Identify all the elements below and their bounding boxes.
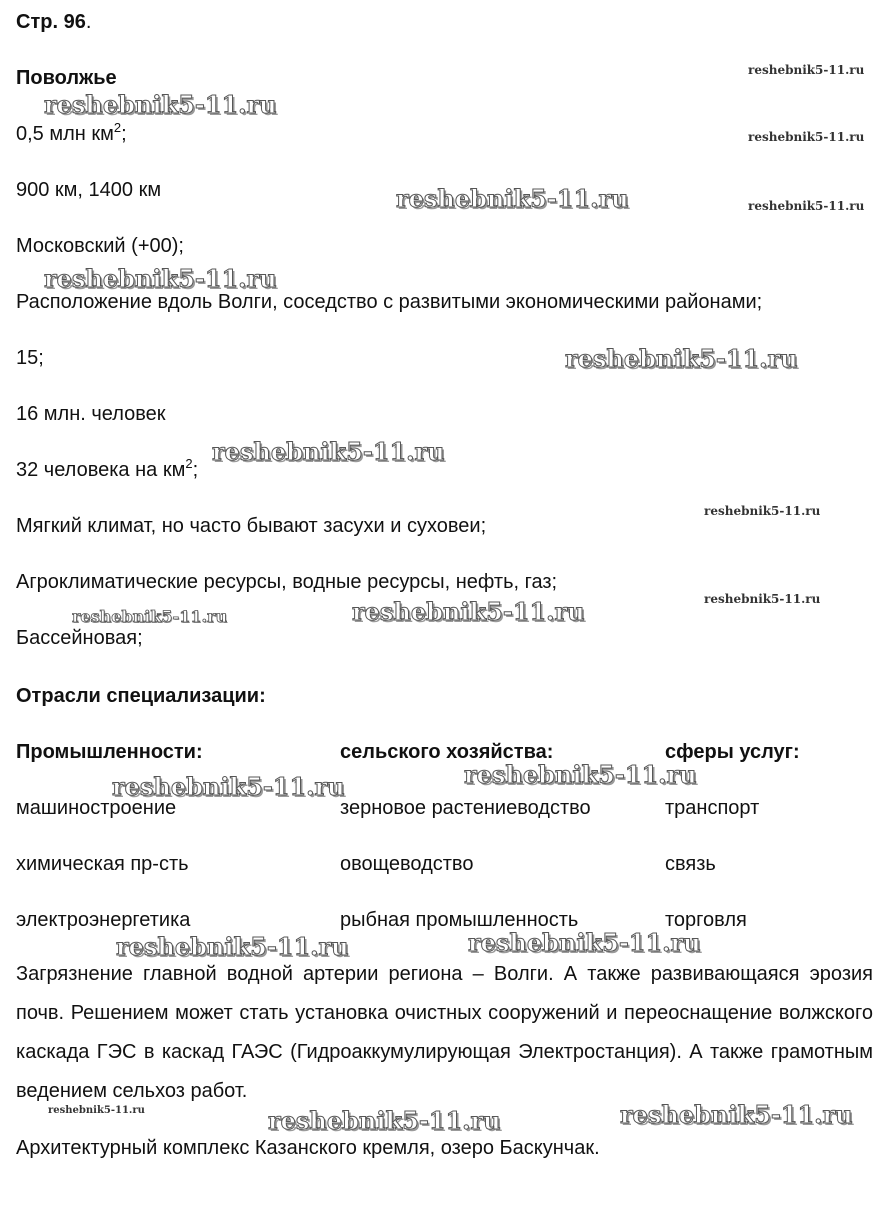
spec-item: электроэнергетика: [16, 909, 191, 931]
region-extent: 900 км, 1400 км: [16, 179, 162, 201]
spec-col-services-header: сферы услуг:: [665, 741, 800, 763]
region-density-sup: 2: [185, 456, 193, 471]
watermark: reshebnik5-11.ru: [748, 130, 865, 144]
spec-item: связь: [665, 853, 716, 875]
region-area-value: 0,5 млн км: [16, 123, 114, 145]
problems-paragraph: [16, 955, 873, 1111]
watermark: reshebnik5-11.ru: [704, 504, 821, 518]
spec-item: овощеводство: [340, 853, 474, 875]
watermark: reshebnik5-11.ru: [212, 437, 445, 466]
region-density-value: 32 человека на км: [16, 459, 186, 481]
region-population: 16 млн. человек: [16, 403, 166, 425]
watermark: reshebnik5-11.ru: [468, 928, 701, 957]
watermark: reshebnik5-11.ru: [352, 597, 585, 626]
region-area-end: ;: [121, 123, 127, 145]
region-climate: Мягкий климат, но часто бывают засухи и суховеи;: [16, 515, 487, 537]
attractions-text: Архитектурный комплекс Казанского кремля, озеро Баскунчак.: [16, 1137, 600, 1159]
region-title: Поволжье: [16, 67, 117, 89]
watermark: reshebnik5-11.ru: [44, 264, 277, 293]
page-label: [16, 10, 91, 34]
watermark: reshebnik5-11.ru: [704, 592, 821, 606]
watermark: reshebnik5-11.ru: [748, 63, 865, 77]
watermark: reshebnik5-11.ru: [48, 1105, 145, 1116]
watermark: reshebnik5-11.ru: [268, 1106, 501, 1135]
problems-text: Загрязнение главной водной артерии региона – Волги. А также развивающаяся эрозия почв. Решением может стать установка очистных сооружений и переоснащение волжского каскада ГЭС в каскад ГАЭС (Гидроаккумулирующая Электростанция). А также грамотным ведением сельхоз работ.: [16, 963, 873, 1102]
watermark: reshebnik5-11.ru: [464, 760, 697, 789]
region-density-end: ;: [192, 459, 199, 481]
watermark: reshebnik5-11.ru: [44, 90, 277, 119]
spec-item: машиностроение: [16, 797, 177, 819]
spec-col-agriculture-header: сельского хозяйства:: [340, 741, 554, 763]
watermark: reshebnik5-11.ru: [116, 932, 349, 961]
spec-item: рыбная промышленность: [340, 909, 579, 931]
watermark: reshebnik5-11.ru: [620, 1100, 853, 1129]
region-settlement: Бассейновая;: [16, 627, 143, 649]
watermark: reshebnik5-11.ru: [72, 607, 228, 626]
spec-item: торговля: [665, 909, 747, 931]
spec-col-industry-header: Промышленности:: [16, 741, 203, 763]
page-label-text: Стр. 96: [16, 11, 86, 33]
region-position: Расположение вдоль Волги, соседство с развитыми экономическими районами;: [16, 291, 763, 313]
watermark: reshebnik5-11.ru: [748, 199, 865, 213]
spec-item: зерновое растениеводство: [340, 797, 591, 819]
region-resources: Агроклиматические ресурсы, водные ресурсы, нефть, газ;: [16, 571, 558, 593]
region-time-zone: Московский (+00);: [16, 235, 184, 257]
region-area: [16, 122, 127, 146]
spec-item: транспорт: [665, 797, 760, 819]
watermark: reshebnik5-11.ru: [396, 184, 629, 213]
spec-item: химическая пр-сть: [16, 853, 189, 875]
region-density: [16, 458, 198, 482]
watermark: reshebnik5-11.ru: [112, 772, 345, 801]
region-area-sup: 2: [113, 120, 122, 135]
region-subjects: 15;: [16, 347, 44, 369]
watermark: reshebnik5-11.ru: [565, 344, 798, 373]
specialization-title: Отрасли специализации:: [16, 685, 266, 707]
page-label-suffix: .: [85, 11, 92, 33]
